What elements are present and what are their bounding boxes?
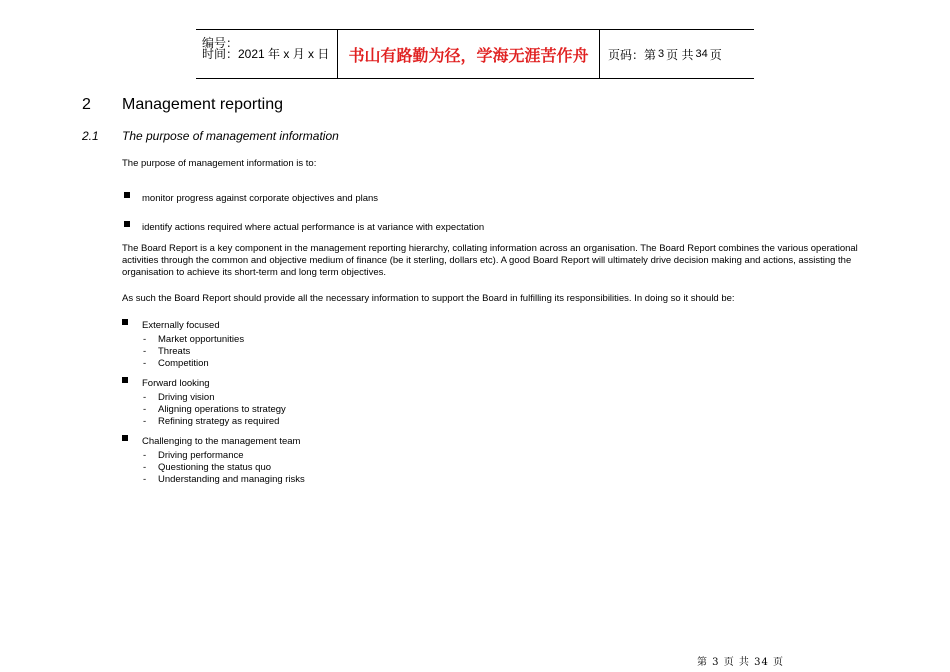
page-number: 3 bbox=[658, 48, 665, 60]
dash-marker: - bbox=[143, 462, 147, 473]
group-item: Driving performance bbox=[158, 450, 244, 461]
bullet-square bbox=[122, 319, 128, 325]
header-motto: 书山有路勤为径，学海无涯苦作舟 bbox=[348, 47, 589, 65]
group-title: Challenging to the management team bbox=[142, 436, 301, 447]
dash-marker: - bbox=[143, 334, 147, 345]
bullet-square bbox=[124, 192, 130, 198]
dash-marker: - bbox=[143, 404, 147, 415]
group-item: Understanding and managing risks bbox=[158, 474, 305, 485]
subsection-title: The purpose of management information bbox=[122, 129, 339, 143]
group-item: Refining strategy as required bbox=[158, 416, 280, 427]
subsection-number: 2.1 bbox=[82, 129, 99, 143]
group-title: Forward looking bbox=[142, 378, 210, 389]
section-title: Management reporting bbox=[122, 96, 283, 113]
paragraph-provide-info: As such the Board Report should provide all the necessary information to support the Board in fulfilling its responsibilities. In doing so it should be: bbox=[122, 293, 735, 304]
header-divider bbox=[599, 30, 600, 78]
bullet-square bbox=[122, 377, 128, 383]
group-item: Driving vision bbox=[158, 392, 215, 403]
page-suffix: 页 bbox=[709, 47, 722, 62]
document-header bbox=[196, 29, 754, 79]
section-number: 2 bbox=[82, 96, 91, 113]
dash-marker: - bbox=[143, 346, 147, 357]
date-label: 时间：2021 年 x 月 x 日 bbox=[202, 47, 330, 61]
group-item: Threats bbox=[158, 346, 191, 357]
bullet-square bbox=[122, 435, 128, 441]
intro-text: The purpose of management information is to: bbox=[122, 158, 317, 169]
purpose-bullet: identify actions required where actual performance is at variance with expectation bbox=[142, 222, 485, 233]
group-item: Market opportunities bbox=[158, 334, 245, 345]
page-mid: 页 共 bbox=[666, 47, 694, 62]
page-footer: 第 3 页 共 34 页 bbox=[697, 657, 784, 668]
paragraph-board-report: The Board Report is a key component in the management reporting hierarchy, collating information across an organisation. The Board Report combines the various operational activities through the common and objective medium of finance (be it sterling, dollars etc). A good Board Report will ultimately drive decision making and actions, assisting the organisation to achieve its short-term and long term objectives. bbox=[122, 243, 858, 278]
number-label: 编号： bbox=[202, 36, 239, 50]
header-meta-cell bbox=[196, 30, 337, 78]
group-title: Externally focused bbox=[142, 320, 220, 331]
page-prefix: 页码：第 bbox=[608, 47, 657, 62]
dash-marker: - bbox=[143, 358, 147, 369]
dash-marker: - bbox=[143, 450, 147, 461]
header-page-info bbox=[608, 30, 722, 78]
group-item: Competition bbox=[158, 358, 209, 369]
dash-marker: - bbox=[143, 474, 147, 485]
group-item: Aligning operations to strategy bbox=[158, 404, 286, 415]
page-total: 34 bbox=[695, 48, 708, 60]
dash-marker: - bbox=[143, 392, 147, 403]
dash-marker: - bbox=[143, 416, 147, 427]
bullet-square bbox=[124, 221, 130, 227]
purpose-bullet: monitor progress against corporate objectives and plans bbox=[142, 193, 379, 204]
group-item: Questioning the status quo bbox=[158, 462, 272, 473]
